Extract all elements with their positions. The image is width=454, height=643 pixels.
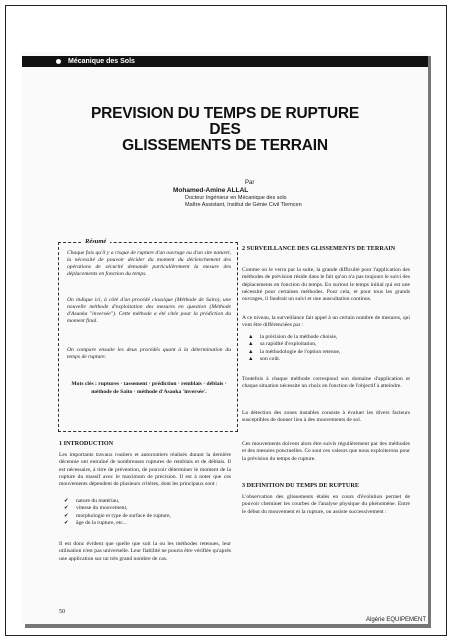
title-line-2: DES bbox=[209, 121, 241, 138]
section-label: Mécanique des Sols bbox=[68, 58, 135, 65]
triangle-bullet-icon: ▲ bbox=[248, 348, 254, 355]
bullet-dot-icon bbox=[56, 59, 61, 64]
check-icon: ✔ bbox=[64, 519, 69, 526]
abstract-paragraph: Chaque fois qu'il y a risque de rupture d'un ouvrage ou d'un site naturel, la nécessité de pouvoir décider du moment du déclenchement des opérations de sécurité demande particulièrement la mesure des déplacements en fonction du temps. bbox=[67, 250, 231, 277]
article-page bbox=[22, 52, 428, 624]
list-item bbox=[64, 513, 232, 520]
list-item-text: la précision de la méthode choisie, bbox=[260, 334, 338, 340]
author-name: Mohamed-Amine ALLAL bbox=[173, 187, 249, 194]
triangle-bullet-icon: ▲ bbox=[248, 355, 254, 362]
abstract-paragraph: On indique ici, à côté d'un procédé classique (Méthode de Saito), une nouvelle méthode d'exploitation des mesures en question (Méthode d'Asaoka "inversée"). Cette méthode a été citée pour la prédiction du moment final. bbox=[67, 297, 231, 324]
list-item-text: sa rapidité d'exploitation, bbox=[260, 341, 317, 348]
surveillance-paragraph: Comme on le verra par la suite, la grande difficulté pour l'application des méthodes de prévision réside dans le fait qu'on n'a pas toujours le suivi des déplacements en fonction du temps. En surtout le temps initial qui est une nécessité pour certaines méthodes. Pour cela, et pour tous les grands ouvrages, il faudrait un suivi et une auscultation continus. bbox=[242, 267, 410, 303]
intro-bullet-list bbox=[64, 498, 232, 527]
triangle-bullet-icon: ▲ bbox=[248, 334, 254, 340]
triangle-bullet-icon: ▲ bbox=[248, 341, 254, 348]
check-icon: ✔ bbox=[64, 498, 69, 504]
list-item-text: morphologie et type de surface de rupture, bbox=[76, 512, 171, 519]
title-line-3: GLISSEMENTS DE TERRAIN bbox=[122, 137, 328, 154]
check-icon: ✔ bbox=[64, 512, 69, 519]
list-item-text: nature du matériau, bbox=[76, 498, 120, 504]
surveillance-bullet-list bbox=[248, 334, 408, 363]
definition-heading: 3 DEFINITION DU TEMPS DE RUPTURE bbox=[242, 482, 359, 489]
affiliation-2: Maître Assistant, Institut de Génie Civil Tlemcen bbox=[185, 202, 302, 208]
check-icon: ✔ bbox=[64, 505, 69, 512]
intro-paragraph: Les importants travaux routiers et autoroutiers réalisés durant la dernière décennie ont entraîné de nombreuses ruptures de remblais et de déblais. Il est nécessaire, à titre de prévention, de pouvoir déterminer le moment de la rupture du massif avec le maximum de précision. Il est à noter que ces mouvements dépendent de plusieurs critères, dont les principaux sont : bbox=[59, 452, 231, 488]
definition-paragraph: L'observation des glissements étalés en cours d'évolution permet de pouvoir cheminer les courbes de l'analyse physique du phénomène. Entre le début du mouvement et la rupture, on assiste successivement : bbox=[242, 494, 410, 515]
keywords: Mots clés : ruptures · tassement · prédiction · remblais · déblais · méthode de Saito · méthode d'Asaoka 'inversée'. bbox=[71, 381, 227, 395]
abstract-title: Résumé bbox=[81, 238, 110, 245]
intro-paragraph: Il est donc évident que quelle que soit la ou les méthodes retenues, leur utilisation n'est pas universelle. Leur fiabilité ne pourra être vérifiée qu'après une application sur un très grand nombre de cas. bbox=[59, 541, 231, 562]
list-item-text: âge de la rupture, etc... bbox=[76, 519, 127, 526]
list-item-text: son coût. bbox=[260, 355, 281, 362]
list-item bbox=[248, 341, 408, 348]
list-item bbox=[248, 349, 408, 356]
list-item bbox=[248, 334, 408, 341]
list-item bbox=[248, 356, 408, 363]
abstract-box bbox=[58, 238, 238, 432]
magazine-name: Algérie EQUIPEMENT bbox=[366, 617, 427, 623]
surveillance-paragraph: Ces mouvements doivent alors être suivis régulièrement par des méthodes et des mesures ponctuelles. Ce sont ces valeurs que nous exploiterons pour la prévision du temps de rupture. bbox=[242, 441, 410, 462]
list-item bbox=[64, 505, 232, 512]
title-line-1: PREVISION DU TEMPS DE RUPTURE bbox=[90, 105, 360, 122]
page-number: 50 bbox=[59, 609, 65, 615]
affiliation-1: Docteur Ingénieur en Mécanique des sols bbox=[185, 195, 287, 201]
by-label: Par bbox=[245, 180, 255, 186]
list-item bbox=[64, 498, 232, 505]
list-item-text: la méthodologie de l'option retenue, bbox=[260, 348, 341, 355]
abstract-paragraph: On compare ensuite les deux procédés quant à la détermination du temps de rupture. bbox=[67, 347, 231, 360]
surveillance-paragraph: Toutefois à chaque méthode correspond son domaine d'application et chaque situation nécessite un choix en fonction de l'objectif à atteindre. bbox=[242, 376, 410, 390]
list-item bbox=[64, 520, 232, 527]
surveillance-paragraph: La détection des zones instables consiste à évaluer les divers facteurs susceptibles de donner lieu à des mouvements de sol. bbox=[242, 410, 410, 424]
intro-heading: 1 INTRODUCTION bbox=[59, 440, 114, 447]
section-bar bbox=[22, 56, 428, 67]
surveillance-heading: 2 SURVEILLANCE DES GLISSEMENTS DE TERRAIN bbox=[242, 245, 396, 252]
surveillance-paragraph: A ce niveau, la surveillance fait appel à un certain nombre de mesures, qui vont être différenciées par : bbox=[242, 315, 410, 329]
list-item-text: vitesse du mouvement, bbox=[76, 505, 128, 512]
